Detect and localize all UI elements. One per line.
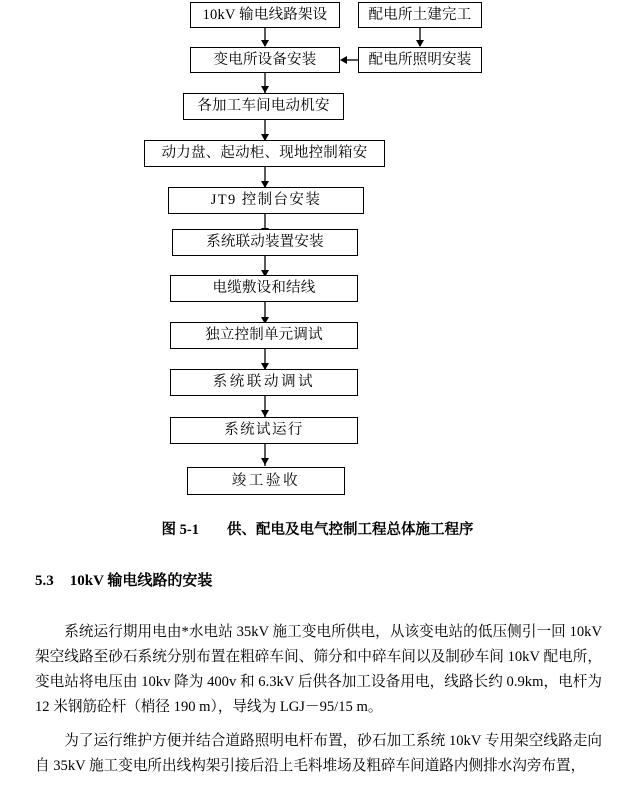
flow-node-n4	[358, 47, 482, 73]
flow-node-n13	[187, 467, 345, 495]
flow-node-label: 10kV 输电线路架设	[202, 6, 328, 23]
arrowhead-n11-n12	[261, 410, 269, 417]
flow-node-n10	[170, 322, 358, 349]
flow-node-n12	[170, 417, 358, 444]
flow-node-label: 电缆敷设和结线	[212, 280, 316, 297]
figure-caption-number: 图 5-1	[161, 522, 199, 538]
flow-node-n3	[190, 47, 340, 73]
flow-node-label: 配电所土建完工	[368, 6, 472, 23]
flow-node-n2	[358, 2, 482, 28]
body-paragraph: 系统运行期用电由*水电站 35kV 施工变电所供电，从该变电站的低压侧引一回 10kV 架空线路至砂石系统分别布置在粗碎车间、筛分和中碎车间以及制砂车间 10kV 配电所，变电站将电压由 10kv 降为 400v 和 6.3kV 后供各加工设备用电，线路长约 0.9km，电杆为 12 米钢筋砼杆（梢径 190 m），导线为 LGJ－95/15 m。	[35, 623, 602, 715]
body-paragraph: 为了运行维护方便并结合道路照明电杆布置，砂石加工系统 10kV 专用架空线路走向自 35kV 施工变电所出线构架引接后沿上毛料堆场及粗碎车间道路内侧排水沟旁布置，	[35, 732, 602, 774]
arrowhead-n12-n13	[261, 458, 269, 465]
flow-node-n7	[168, 187, 364, 214]
flow-node-label: 变电所设备安装	[213, 51, 317, 68]
arrowhead-n1-n3	[261, 40, 269, 47]
flow-node-label: 竣工验收	[231, 472, 301, 489]
flow-node-n9	[170, 275, 358, 302]
flow-node-label: 独立控制单元调试	[205, 327, 323, 344]
flow-node-label: 各加工车间电动机安	[197, 98, 330, 115]
flow-node-n8	[172, 229, 358, 256]
figure-caption	[0, 518, 635, 539]
flow-node-label: 系统试运行	[224, 422, 304, 439]
flow-node-n6	[144, 140, 385, 167]
figure-caption-text: 供、配电及电气控制工程总体施工程序	[226, 522, 474, 538]
flow-node-label: JT9 控制台安装	[210, 192, 322, 209]
flow-node-n1	[190, 2, 340, 28]
section-number: 5.3	[35, 573, 54, 589]
flow-node-label: 动力盘、起动柜、现地控制箱安	[161, 145, 368, 162]
arrowhead-n3-n5	[261, 86, 269, 93]
flow-node-label: 配电所照明安装	[368, 51, 472, 68]
connector-n4-n3	[347, 59, 358, 61]
section-heading	[35, 569, 212, 590]
flow-node-label: 系统联动调试	[212, 374, 316, 391]
arrowhead-n4-n3	[340, 56, 347, 64]
arrowhead-n2-n4	[416, 40, 424, 47]
section-title: 10kV 输电线路的安装	[69, 573, 213, 589]
flow-node-n5	[183, 93, 344, 120]
flow-node-label: 系统联动装置安装	[206, 234, 324, 251]
flow-node-n11	[170, 369, 358, 396]
